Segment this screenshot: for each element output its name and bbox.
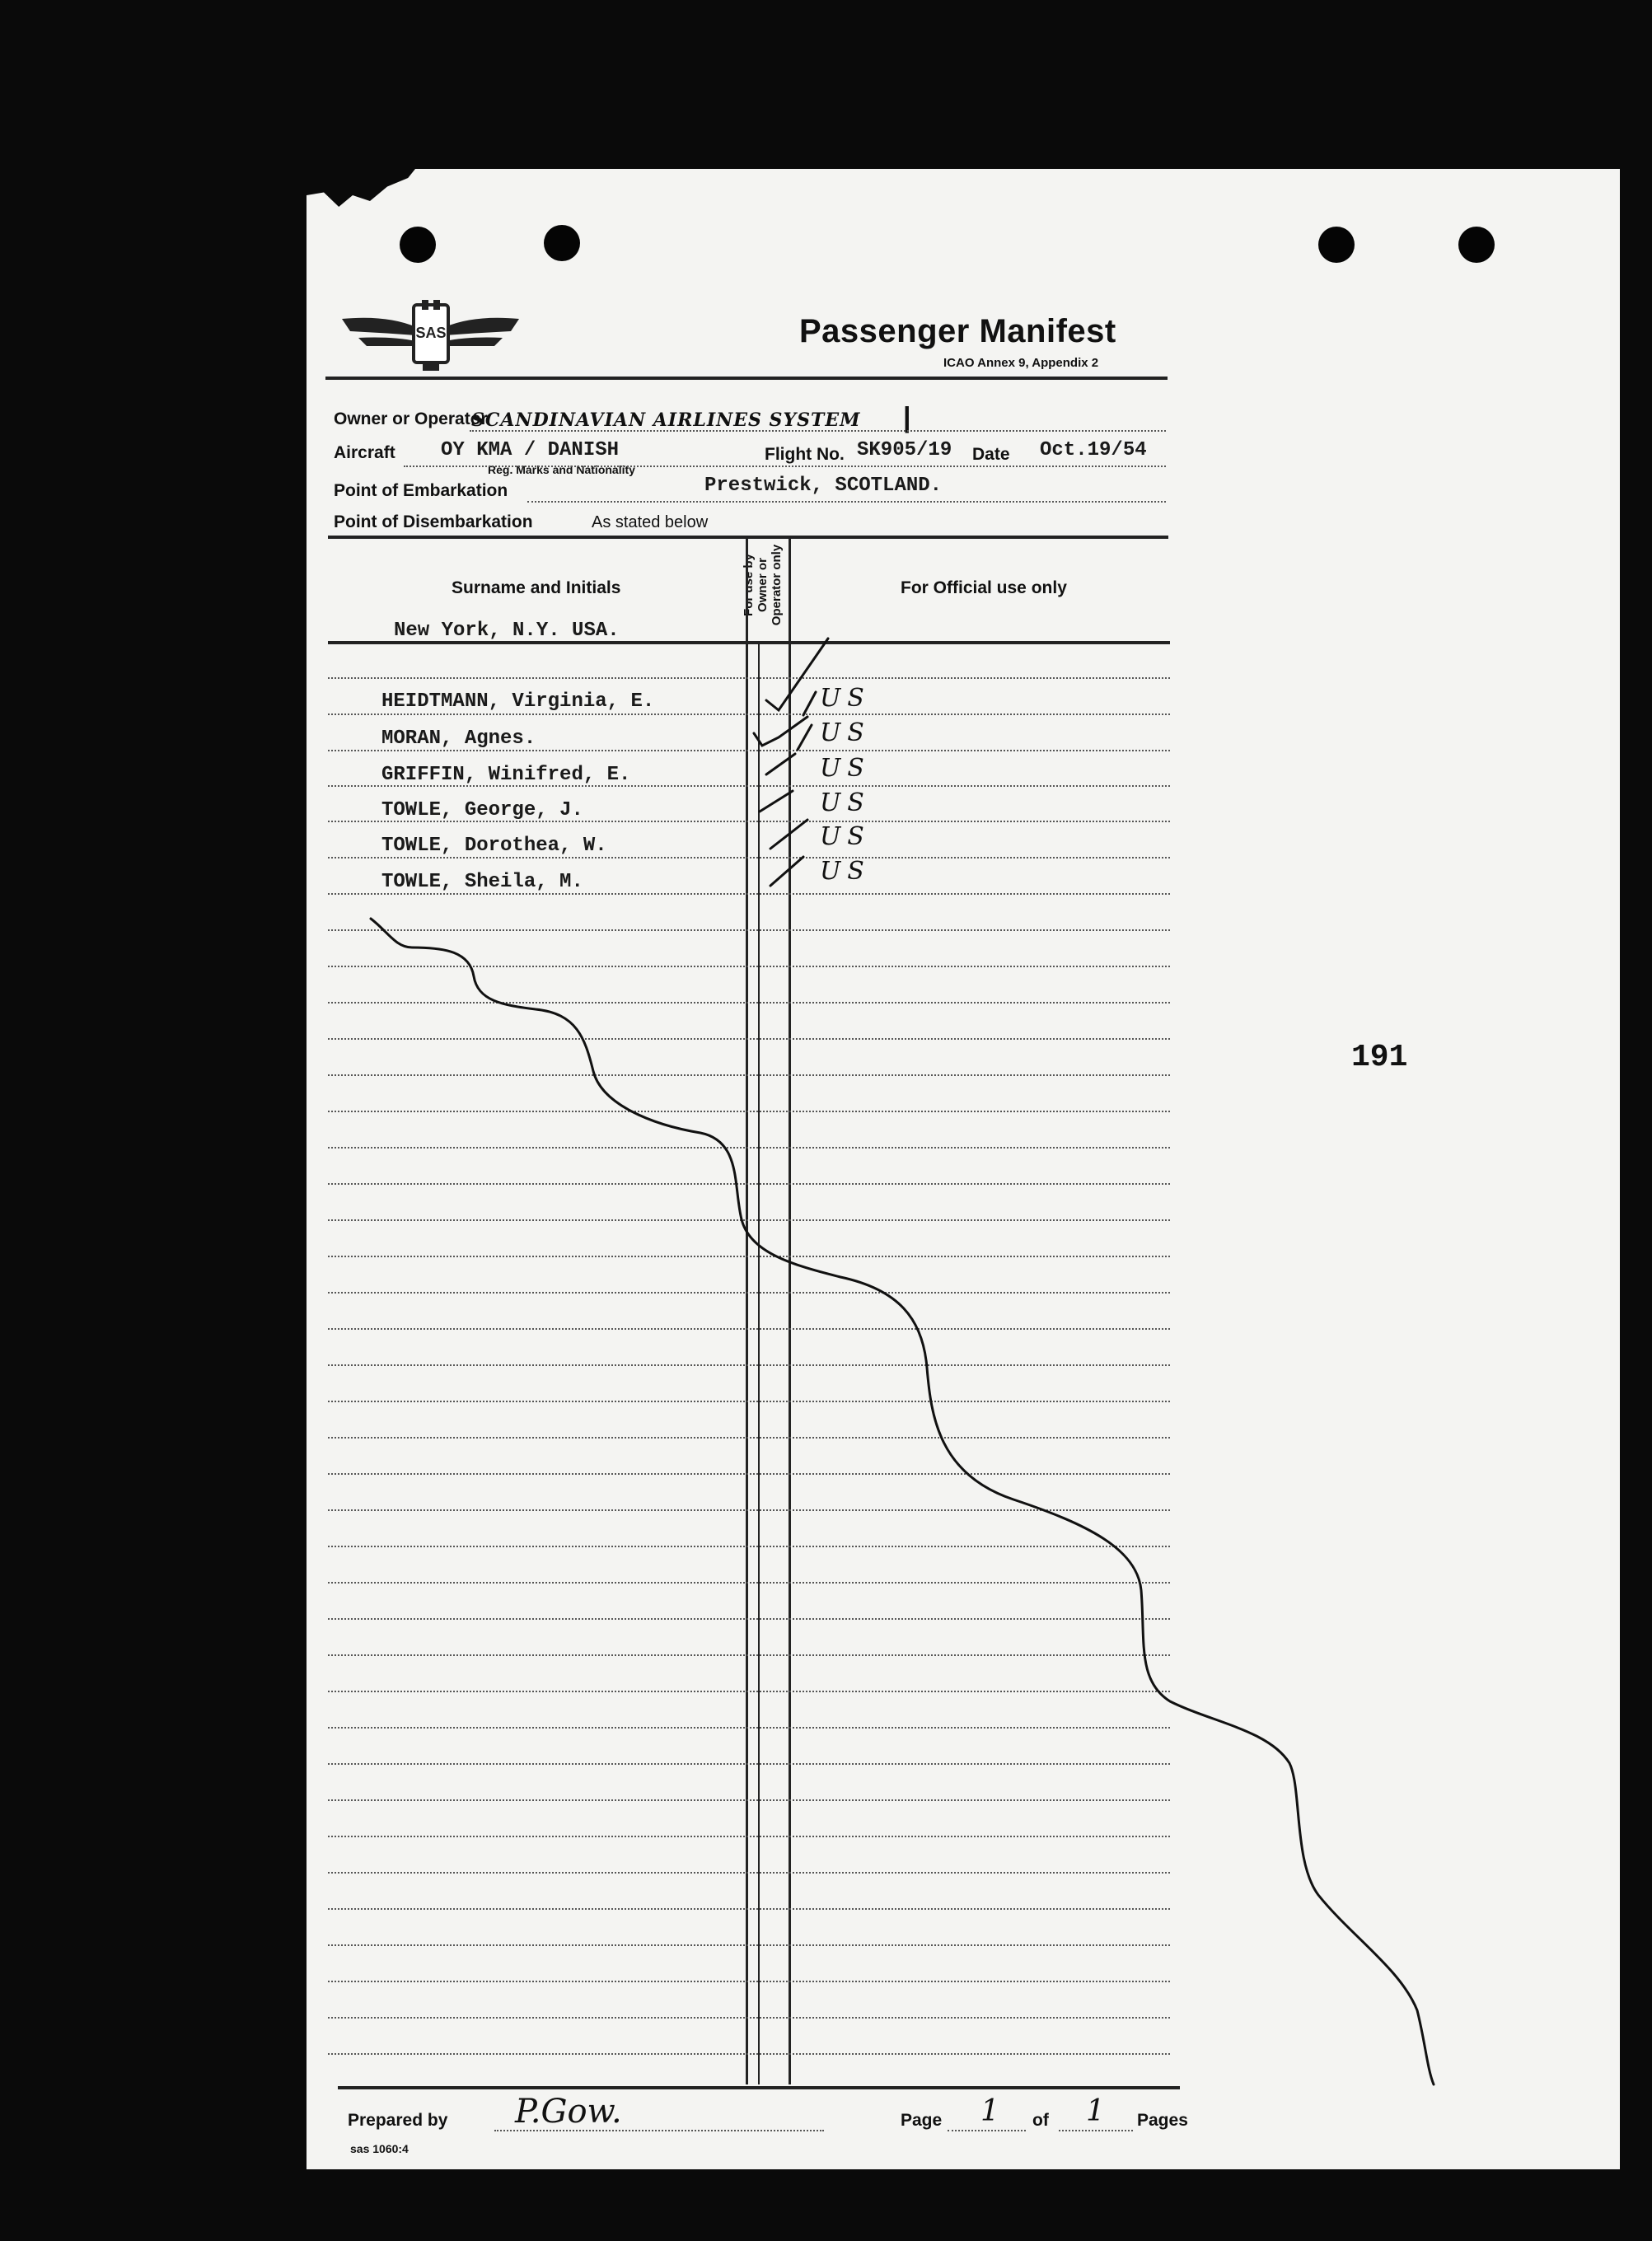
prepared-signature: P.Gow. xyxy=(515,2093,622,2131)
prepared-line xyxy=(494,2130,824,2131)
page-title: Passenger Manifest xyxy=(799,313,1116,349)
check-mark-icon xyxy=(798,725,812,750)
of-label: of xyxy=(1032,2111,1049,2130)
table-bottom-rule xyxy=(338,2086,1180,2089)
flight-value: SK905/19 xyxy=(857,439,952,461)
page-total: 1 xyxy=(1086,2094,1105,2128)
check-mark-icon xyxy=(760,791,793,812)
aircraft-label: Aircraft xyxy=(334,443,395,462)
form-code: sas 1060:4 xyxy=(350,2142,409,2155)
passenger-name: TOWLE, Dorothea, W. xyxy=(381,835,607,857)
check-mark-icon xyxy=(766,639,828,710)
nationality-mark: US xyxy=(820,788,871,817)
passenger-name: TOWLE, George, J. xyxy=(381,799,583,821)
page-number: 1 xyxy=(980,2094,999,2128)
aircraft-note: Reg. Marks and Nationality xyxy=(488,463,635,476)
nationality-mark: US xyxy=(820,718,871,747)
check-mark-icon xyxy=(754,717,807,746)
date-label: Date xyxy=(972,445,1010,464)
nationality-mark: US xyxy=(820,857,871,886)
page-subtitle: ICAO Annex 9, Appendix 2 xyxy=(943,356,1099,370)
pages-label: Pages xyxy=(1137,2111,1188,2130)
embark-label: Point of Embarkation xyxy=(334,481,508,500)
check-mark-icon xyxy=(770,820,807,849)
aircraft-value: OY KMA / DANISH xyxy=(441,439,620,461)
svg-text:SAS: SAS xyxy=(415,325,447,341)
check-mark-icon xyxy=(766,754,795,774)
owner-mark: | xyxy=(903,402,911,433)
passenger-name: MORAN, Agnes. xyxy=(381,728,536,750)
of-line xyxy=(1059,2130,1133,2131)
passenger-name: TOWLE, Sheila, M. xyxy=(381,871,583,893)
check-mark-icon xyxy=(803,692,816,715)
void-squiggle xyxy=(371,919,1434,2084)
disembark-label: Point of Disembarkation xyxy=(334,512,533,531)
page-label: Page xyxy=(901,2111,943,2130)
embark-value: Prestwick, SCOTLAND. xyxy=(704,475,943,497)
passenger-name: GRIFFIN, Winifred, E. xyxy=(381,764,631,786)
nationality-mark: US xyxy=(820,822,871,851)
operator-column-header: For use by Owner or Operator only xyxy=(742,544,784,626)
owner-label: Owner or Operator xyxy=(334,409,488,428)
disembark-value: As stated below xyxy=(592,513,709,531)
prepared-label: Prepared by xyxy=(348,2111,448,2130)
page-line xyxy=(948,2130,1026,2131)
passenger-name: HEIDTMANN, Virginia, E. xyxy=(381,690,655,713)
destination: New York, N.Y. USA. xyxy=(394,620,620,642)
nationality-mark: US xyxy=(820,754,871,783)
nationality-mark: US xyxy=(820,684,871,713)
date-value: Oct.19/54 xyxy=(1040,439,1147,461)
check-mark-icon xyxy=(770,857,803,886)
flight-label: Flight No. xyxy=(765,445,845,464)
surname-column-header: Surname and Initials xyxy=(452,578,621,597)
side-number: 191 xyxy=(1351,1040,1408,1075)
owner-value: SCANDINAVIAN AIRLINES SYSTEM xyxy=(471,409,861,431)
official-column-header: For Official use only xyxy=(901,578,1067,597)
